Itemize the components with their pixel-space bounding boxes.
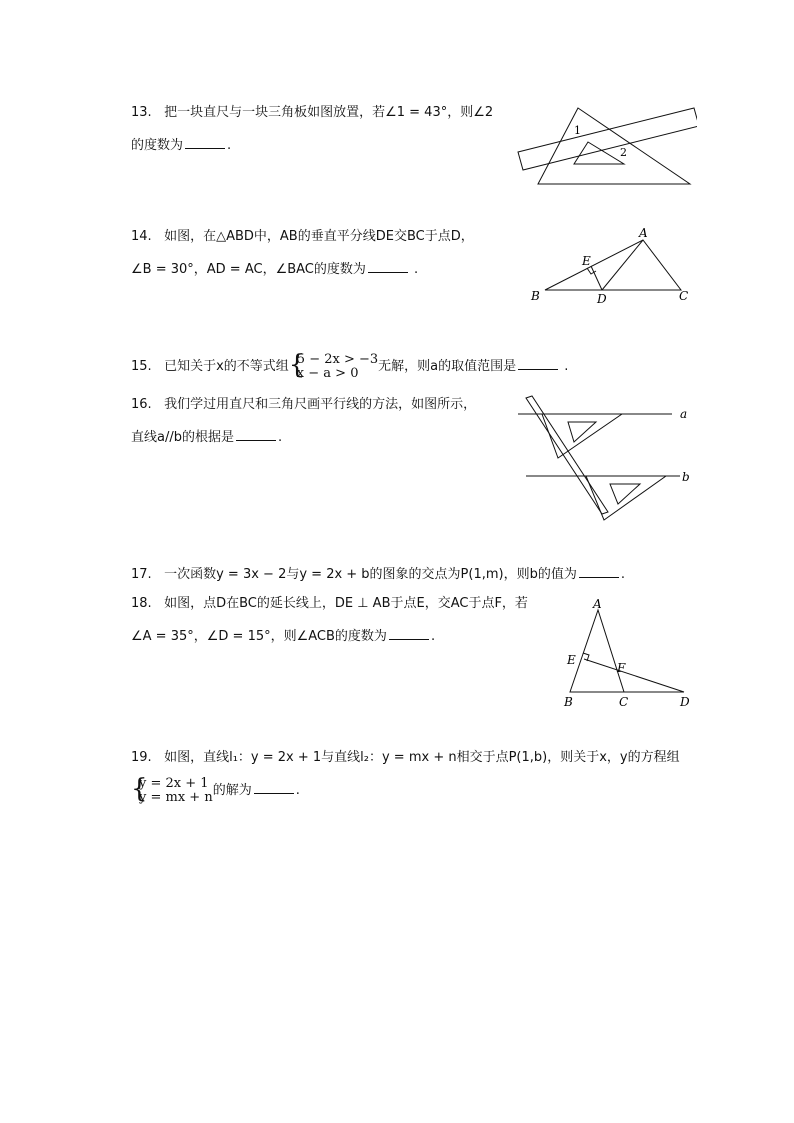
q14-label-b: B bbox=[531, 289, 540, 303]
q14-text-2: ∠B = 30°，AD = AC，∠BAC的度数为 bbox=[131, 262, 366, 277]
q18-number: 18. bbox=[131, 596, 152, 611]
q13-label-1: 1 bbox=[574, 124, 581, 137]
q17-text: 一次函数y = 3x − 2与y = 2x + b的图象的交点为P(1,m)，则b的值为 bbox=[164, 567, 577, 582]
q18-label-d: D bbox=[680, 695, 690, 709]
q16-set-square-upper bbox=[542, 414, 622, 458]
q13-line1 bbox=[131, 104, 493, 122]
q13-text-2: 的度数为 bbox=[131, 138, 184, 153]
q18-text: 如图，点D在BC的延长线上，DE ⊥ AB于点E，交AC于点F，若 bbox=[164, 596, 528, 611]
q19-number: 19. bbox=[131, 750, 152, 765]
q16-text: 我们学过用直尺和三角尺画平行线的方法，如图所示， bbox=[164, 397, 477, 412]
q18-segment-de bbox=[584, 659, 684, 692]
q18-line2 bbox=[131, 626, 435, 646]
q18-text-2: ∠A = 35°，∠D = 15°，则∠ACB的度数为 bbox=[131, 629, 387, 644]
q14-number: 14. bbox=[131, 229, 152, 244]
q14-label-e: E bbox=[582, 254, 591, 268]
q14-triangle bbox=[545, 240, 681, 290]
q13-ruler bbox=[518, 108, 697, 170]
q13-label-2: 2 bbox=[620, 146, 627, 159]
q13-end: . bbox=[227, 138, 232, 153]
q14-segment-de bbox=[591, 266, 602, 290]
q18-label-f: F bbox=[617, 661, 626, 675]
q16-line2 bbox=[131, 427, 282, 447]
q14-line1 bbox=[131, 228, 474, 246]
q17-line bbox=[131, 564, 625, 584]
q19-answer-blank[interactable] bbox=[254, 780, 294, 794]
q13-number: 13. bbox=[131, 105, 152, 120]
q15-text-post: 无解，则a的取值范围是 bbox=[378, 359, 517, 374]
q13-text: 把一块直尺与一块三角板如图放置，若∠1 = 43°，则∠2 bbox=[164, 105, 494, 120]
q16-end: . bbox=[277, 430, 283, 445]
q18-label-c: C bbox=[619, 695, 629, 709]
q15-end: . bbox=[564, 359, 569, 374]
q14-text: 如图，在△ABD中，AB的垂直平分线DE交BC于点D， bbox=[164, 229, 474, 244]
q18-label-e: E bbox=[567, 653, 576, 667]
q18-answer-blank[interactable] bbox=[389, 626, 429, 640]
q17-answer-blank[interactable] bbox=[579, 564, 619, 578]
q14-label-d: D bbox=[597, 292, 607, 306]
q16-label-b: b bbox=[682, 470, 690, 484]
q13-line2 bbox=[131, 135, 231, 155]
q14-figure bbox=[525, 228, 695, 308]
q18-line1 bbox=[131, 595, 528, 613]
q14-label-c: C bbox=[679, 289, 689, 303]
q16-figure bbox=[512, 392, 697, 522]
q14-line2 bbox=[131, 259, 418, 279]
q16-set-square-lower bbox=[586, 476, 666, 520]
q19-text-post: 的解为 bbox=[212, 783, 252, 798]
q17-end: . bbox=[620, 567, 626, 582]
q16-set-square-upper-inner bbox=[568, 422, 596, 442]
q19-equation-2: y = mx + n bbox=[139, 789, 213, 805]
q18-triangle bbox=[570, 610, 624, 692]
q15-inequality-2: x − a > 0 bbox=[296, 365, 359, 381]
q19-text: 如图，直线l₁：y = 2x + 1与直线l₂：y = mx + n相交于点P(1,b)，则关于x，y的方程组 bbox=[164, 750, 680, 765]
q14-answer-blank[interactable] bbox=[368, 259, 408, 273]
q18-label-b: B bbox=[564, 695, 573, 709]
q19-line1 bbox=[131, 749, 680, 767]
q15-answer-blank[interactable] bbox=[518, 356, 558, 370]
q14-end: . bbox=[414, 262, 419, 277]
q13-figure bbox=[512, 100, 697, 190]
q17-number: 17. bbox=[131, 567, 152, 582]
q19-equation-1: y = 2x + 1 bbox=[139, 775, 209, 791]
q18-figure bbox=[556, 596, 696, 714]
q16-set-square-lower-inner bbox=[610, 484, 640, 504]
q16-label-a: a bbox=[680, 407, 688, 421]
q19-end: . bbox=[295, 783, 300, 798]
q18-label-a: A bbox=[593, 597, 602, 611]
q16-number: 16. bbox=[131, 397, 152, 412]
q15-inequality-system: { 5 − 2x > −3 x − a > 0 bbox=[288, 349, 379, 381]
q19-line2 bbox=[131, 773, 300, 806]
q18-end: . bbox=[430, 629, 436, 644]
q15-text-pre: 已知关于x的不等式组 bbox=[164, 359, 289, 374]
q14-label-a: A bbox=[639, 228, 648, 240]
q15-inequality-1: 5 − 2x > −3 bbox=[296, 351, 379, 367]
q16-text-2: 直线a//b的根据是 bbox=[131, 430, 234, 445]
q13-answer-blank[interactable] bbox=[185, 135, 225, 149]
q16-answer-blank[interactable] bbox=[236, 427, 276, 441]
q15-line bbox=[131, 349, 569, 382]
q14-segment-ad bbox=[602, 240, 643, 290]
q15-number: 15. bbox=[131, 359, 152, 374]
q16-line1 bbox=[131, 396, 476, 414]
q19-equation-system: { y = 2x + 1 y = mx + n bbox=[131, 773, 213, 805]
